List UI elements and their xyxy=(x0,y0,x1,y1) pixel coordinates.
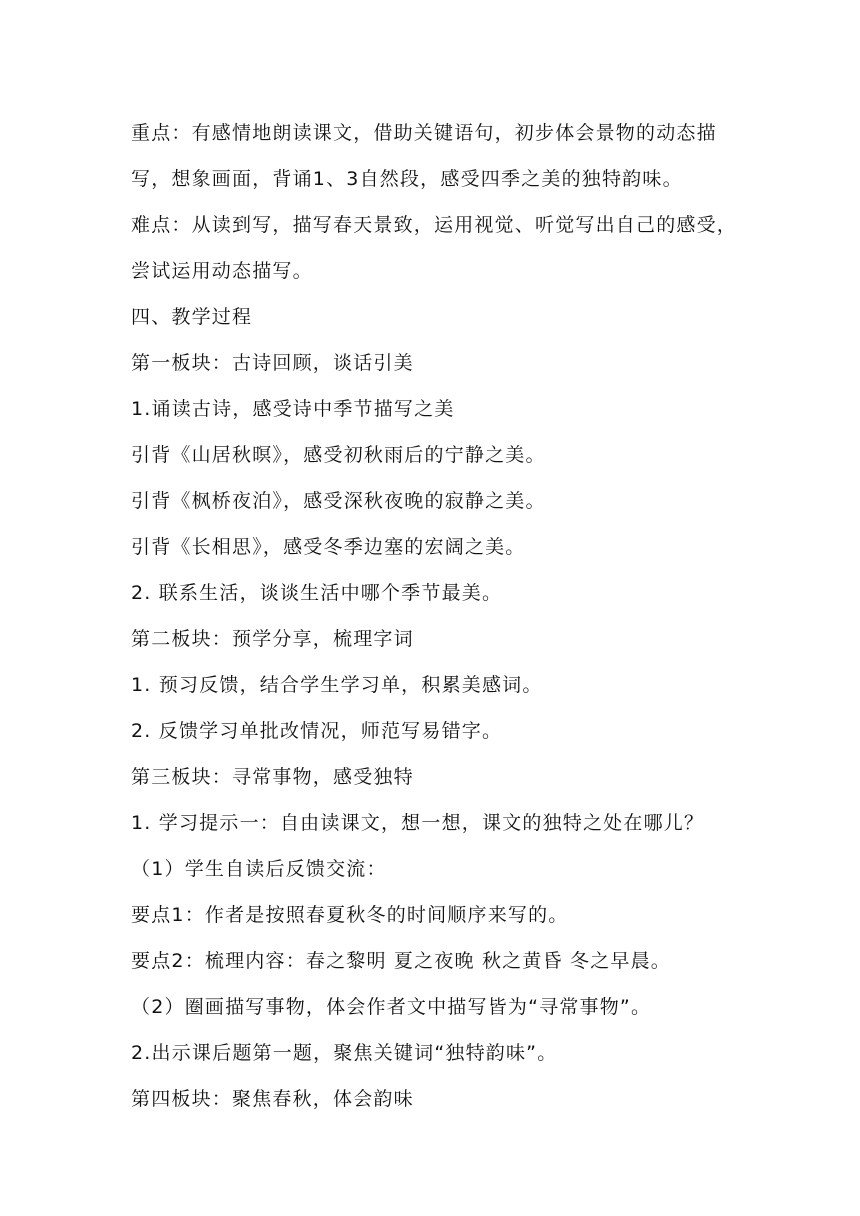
list-item: （1）学生自读后反馈交流： xyxy=(131,858,387,880)
list-item: 要点1：作者是按照春夏秋冬的时间顺序来写的。 xyxy=(131,904,569,926)
lesson-plan-text xyxy=(131,110,738,1122)
list-item: 2. 联系生活，谈谈生活中哪个季节最美。 xyxy=(131,582,503,604)
list-item: 要点2：梳理内容：春之黎明 夏之夜晚 秋之黄昏 冬之早晨。 xyxy=(131,950,672,972)
text-line-key-points-2: 写，想象画面，背诵1、3自然段，感受四季之美的独特韵味。 xyxy=(131,168,683,190)
block-heading-1: 第一板块：古诗回顾，谈话引美 xyxy=(131,352,414,374)
block-heading-3: 第三板块：寻常事物，感受独特 xyxy=(131,766,414,788)
list-item: 引背《枫桥夜泊》，感受深秋夜晚的寂静之美。 xyxy=(131,490,546,512)
list-item: 引背《长相思》，感受冬季边塞的宏阔之美。 xyxy=(131,536,526,558)
block-heading-2: 第二板块：预学分享，梳理字词 xyxy=(131,628,414,650)
list-item: 2. 反馈学习单批改情况，师范写易错字。 xyxy=(131,720,503,742)
block-heading-4: 第四板块：聚焦春秋，体会韵味 xyxy=(131,1088,414,1110)
list-item: 2.出示课后题第一题，聚焦关键词“独特韵味”。 xyxy=(131,1042,558,1064)
text-line-difficulties-2: 尝试运用动态描写。 xyxy=(131,260,313,282)
list-item: 1.诵读古诗，感受诗中季节描写之美 xyxy=(131,398,455,420)
text-line-key-points-1: 重点：有感情地朗读课文，借助关键语句，初步体会景物的动态描 xyxy=(131,122,717,144)
list-item: 引背《山居秋暝》，感受初秋雨后的宁静之美。 xyxy=(131,444,546,466)
list-item: 1. 预习反馈，结合学生学习单，积累美感词。 xyxy=(131,674,543,696)
text-line-difficulties-1: 难点：从读到写，描写春天景致，运用视觉、听觉写出自己的感受， xyxy=(131,214,738,236)
list-item: （2）圈画描写事物，体会作者文中描写皆为“寻常事物”。 xyxy=(131,996,652,1018)
section-heading-teaching-process: 四、教学过程 xyxy=(131,306,253,328)
list-item: 1. 学习提示一：自由读课文，想一想，课文的独特之处在哪儿？ xyxy=(131,812,705,834)
